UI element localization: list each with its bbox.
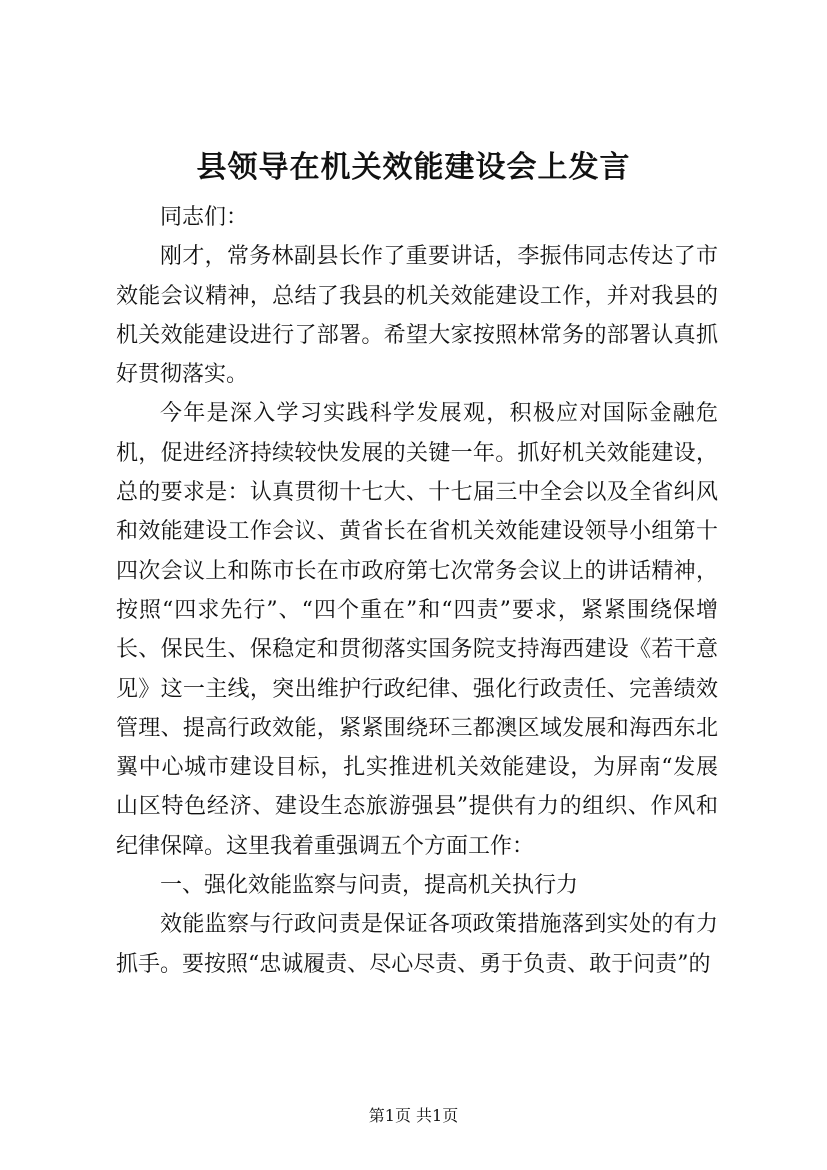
body-paragraph: 今年是深入学习实践科学发展观，积极应对国际金融危机，促进经济持续较快发展的关键一年。抓好机关效能建设，总的要求是：认真贯彻十七大、十七届三中全会以及全省纠风和效能建设工作会议、黄省长在省机关效能建设领导小组第十四次会议上和陈市长在市政府第七次常务会议上的讲话精神，按照“四求先行”、“四个重在”和“四责”要求，紧紧围绕保增长、保民生、保稳定和贯彻落实国务院支持海西建设《若干意见》这一主线，突出维护行政纪律、强化行政责任、完善绩效管理、提高行政效能，紧紧围绕环三都澳区域发展和海西东北翼中心城市建设目标，扎实推进机关效能建设，为屏南“发展山区特色经济、建设生态旅游强县”提供有力的组织、作风和纪律保障。这里我着重强调五个方面工作： bbox=[116, 401, 718, 859]
salutation-paragraph: 同志们： bbox=[160, 205, 249, 230]
document-body bbox=[116, 198, 718, 984]
page-footer: 第1页 共1页 bbox=[368, 1106, 459, 1125]
body-paragraph: 效能监察与行政问责是保证各项政策措施落到实处的有力抓手。要按照“忠诚履责、尽心尽责、勇于负责、敢于问责”的 bbox=[116, 912, 718, 977]
document-title: 县领导在机关效能建设会上发言 bbox=[196, 150, 631, 185]
section-heading: 一、强化效能监察与问责，提高机关执行力 bbox=[160, 873, 579, 899]
body-paragraph: 刚才，常务林副县长作了重要讲话，李振伟同志传达了市效能会议精神，总结了我县的机关效能建设工作，并对我县的机关效能建设进行了部署。希望大家按照林常务的部署认真抓好贯彻落实。 bbox=[116, 244, 718, 388]
